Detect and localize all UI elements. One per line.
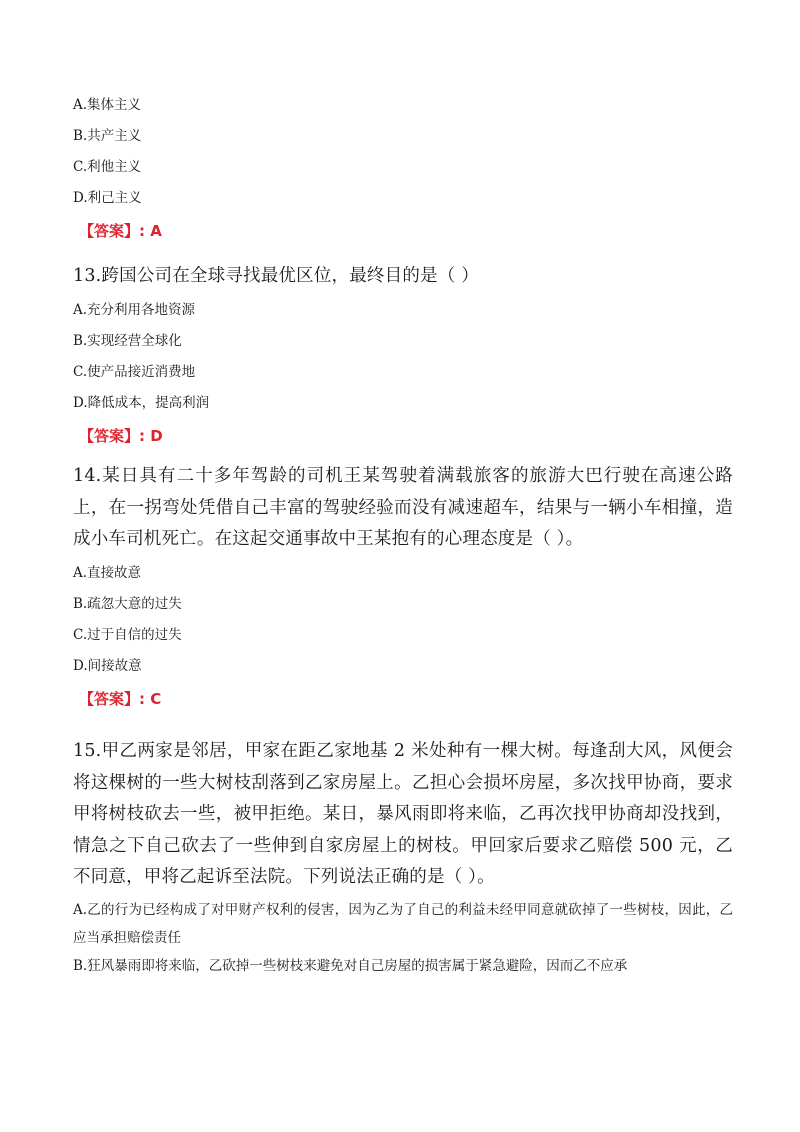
option-b: B.疏忽大意的过失 <box>73 595 182 612</box>
option-c: C.使产品接近消费地 <box>73 363 196 380</box>
answer-label: 【答案】: C <box>79 689 162 708</box>
question-14-block <box>73 455 733 716</box>
question-12-block <box>73 90 733 248</box>
option-a: A.乙的行为已经构成了对甲财产权利的侵害，因为乙为了自己的利益未经甲同意就砍掉了一些树枝，因此，乙应当承担赔偿责任 <box>73 901 733 946</box>
option-c: C.利他主义 <box>73 159 142 175</box>
question-text: 14.某日具有二十多年驾龄的司机王某驾驶着满载旅客的旅游大巴行驶在高速公路上，在一拐弯处凭借自己丰富的驾驶经验而没有减速超车，结果与一辆小车相撞，造成小车司机死亡。在这起交通事故中王某抱有的心理态度是（ ）。 <box>73 466 733 549</box>
answer-label: 【答案】: D <box>79 426 163 445</box>
option-d: D.降低成本，提高利润 <box>73 394 210 411</box>
option-d: D.利己主义 <box>73 190 142 206</box>
option-a: A.充分利用各地资源 <box>73 301 196 318</box>
question-13-block <box>73 255 733 453</box>
question-text: 15.甲乙两家是邻居，甲家在距乙家地基 2 米处种有一棵大树。每逢刮大风，风便会将这棵树的一些大树枝刮落到乙家房屋上。乙担心会损坏房屋，多次找甲协商，要求甲将树枝砍去一些，被甲拒绝。某日，暴风雨即将来临，乙再次找甲协商却没找到，情急之下自己砍去了一些伸到自家房屋上的树枝。甲回家后要求乙赔偿 500 元，乙不同意，甲将乙起诉至法院。下列说法正确的是（ ）。 <box>73 741 733 887</box>
option-b: B.实现经营全球化 <box>73 332 182 349</box>
option-b: B.狂风暴雨即将来临，乙砍掉一些树枝来避免对自己房屋的损害属于紧急避险，因而乙不应承 <box>73 957 628 974</box>
question-text: 13.跨国公司在全球寻找最优区位，最终目的是（ ） <box>73 266 479 286</box>
option-c: C.过于自信的过失 <box>73 626 182 643</box>
option-a: A.集体主义 <box>73 97 142 113</box>
question-15-block <box>73 730 733 980</box>
option-b: B.共产主义 <box>73 128 142 144</box>
option-d: D.间接故意 <box>73 657 142 674</box>
option-a: A.直接故意 <box>73 564 142 581</box>
answer-label: 【答案】: A <box>79 222 162 240</box>
